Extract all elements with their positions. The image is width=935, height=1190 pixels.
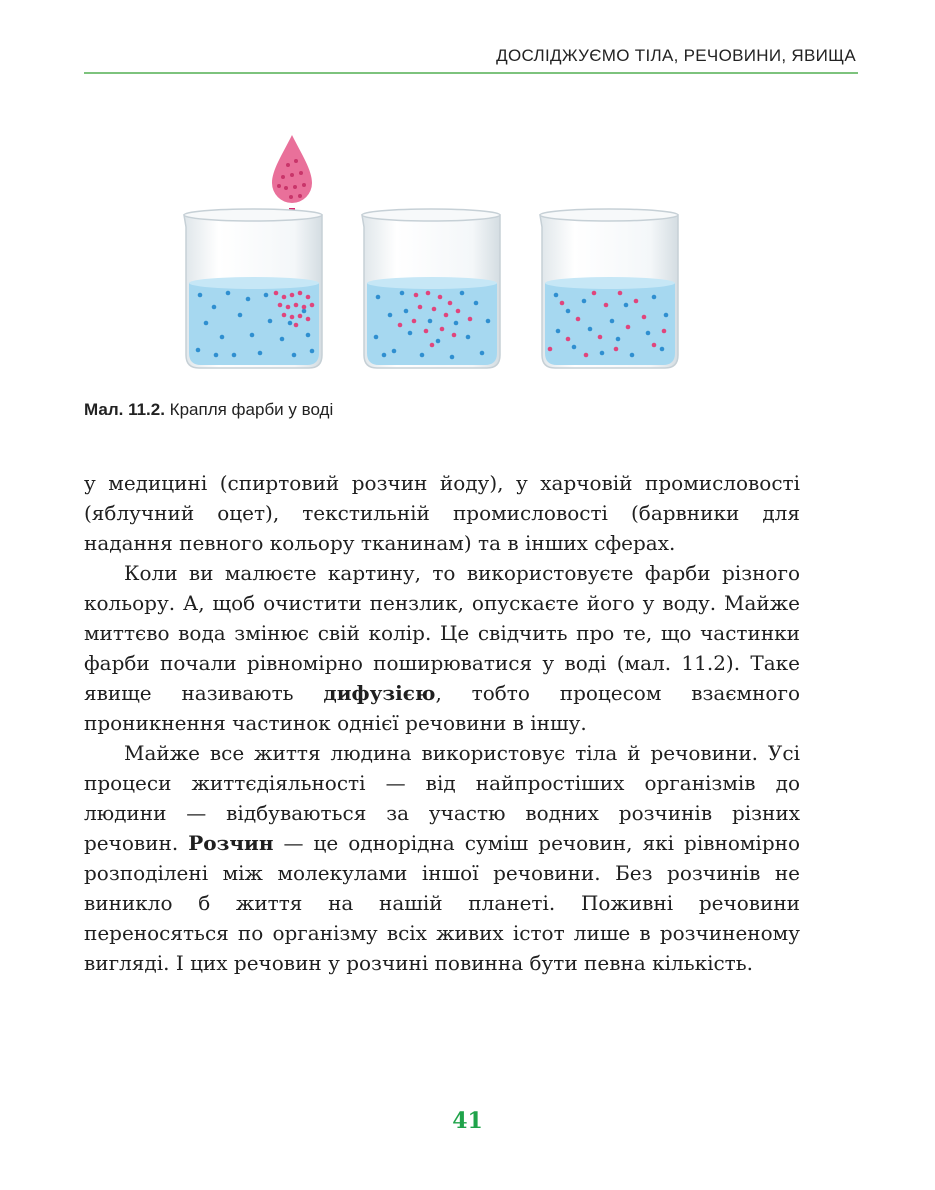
diffusion-illustration	[170, 125, 710, 385]
term-solution: Розчин	[188, 831, 274, 855]
header-divider	[84, 72, 858, 74]
dye-drop	[272, 135, 312, 203]
figure-caption-text: Крапля фарби у воді	[164, 400, 334, 419]
beaker-1	[184, 209, 322, 368]
paragraph-3-part-1: Майже все життя людина використовує тіла й речовини. Усі процеси життєдіяльності — від найпростіших організмів до людини — відбуваються за участю водних розчинів різних речовин.	[84, 741, 800, 855]
paragraph-1: у медицині (спиртовий розчин йоду), у харчовій промисловості (яблучний оцет), текстильній промисловості (барвники для надання певного кольору тканинам) та в інших сферах.	[84, 471, 800, 555]
beaker-2	[362, 209, 500, 368]
paragraph-3-part-2: — це однорідна суміш речовин, які рівномірно розподілені між молекулами іншої речовини. Без розчинів не виникло б життя на нашій планеті. Поживні речовини переносяться по організму всіх живих істот лише в розчиненому вигляді. І цих речовин у розчині повинна бути певна кількість.	[84, 831, 800, 975]
beaker-3	[540, 209, 678, 368]
body-text	[84, 468, 800, 978]
figure-caption	[84, 400, 333, 420]
paragraph-2	[84, 558, 800, 738]
paragraph-2-part-1: Коли ви малюєте картину, то використовуєте фарби різного кольору. А, щоб очистити пензлик, опускаєте його у воду. Майже миттєво вода змінює свій колір. Це свідчить про те, що частинки фарби почали рівномірно поширюватися у воді (мал. 11.2). Таке явище називають	[84, 561, 800, 705]
paragraph-3	[84, 738, 800, 978]
running-header: ДОСЛІДЖУЄМО ТІЛА, РЕЧОВИНИ, ЯВИЩА	[496, 46, 856, 65]
page-number: 41	[452, 1108, 483, 1134]
term-diffusion: дифузією	[323, 681, 436, 705]
figure-caption-label: Мал. 11.2.	[84, 400, 165, 419]
paragraph-2-part-2: , тобто процесом взаємного проникнення частинок однієї речовини в іншу.	[84, 681, 800, 735]
